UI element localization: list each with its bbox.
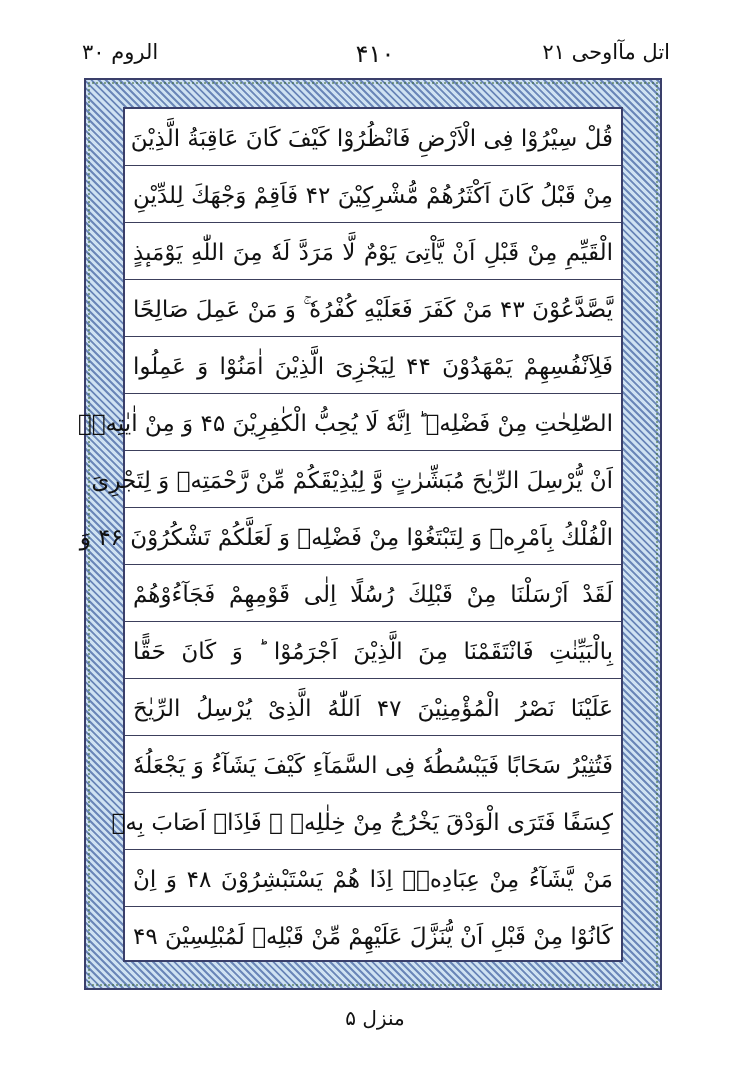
text-line: یَّصَّدَّعُوْنَ ۴۳ مَنْ كَفَرَ فَعَلَیْهِ كُفْرُهٗ ۚ وَ مَنْ عَمِلَ صَالِحًا: [125, 280, 621, 337]
text-line: الصّٰلِحٰتِ مِنْ فَضْلِهٖ ؕ اِنَّهٗ لَا یُحِبُّ الْكٰفِرِیْنَ ۴۵ وَ مِنْ اٰیٰتِهٖۤ: [125, 394, 621, 451]
page-number: ۴۱۰: [355, 40, 395, 68]
text-line: لَقَدْ اَرْسَلْنَا مِنْ قَبْلِكَ رُسُلًا اِلٰى قَوْمِهِمْ فَجَآءُوْهُمْ: [125, 565, 621, 622]
text-line: الْقَیِّمِ مِنْ قَبْلِ اَنْ یَّاْتِیَ یَوْمٌ لَّا مَرَدَّ لَهٗ مِنَ اللّٰهِ یَوْمَىٕذٍ: [125, 223, 621, 280]
text-line: بِالْبَیِّنٰتِ فَانْتَقَمْنَا مِنَ الَّذِیْنَ اَجْرَمُوْا ؕ وَ كَانَ حَقًّا: [125, 622, 621, 679]
text-panel: [77, 107, 623, 962]
surah-title: الروم ۳۰: [82, 40, 159, 64]
text-line: فَلِاَنْفُسِهِمْ یَمْهَدُوْنَ ۴۴ لِیَجْزِیَ الَّذِیْنَ اٰمَنُوْا وَ عَمِلُوا: [125, 337, 621, 394]
text-line: مِنْ قَبْلُ كَانَ اَكْثَرُهُمْ مُّشْرِكِیْنَ ۴۲ فَاَقِمْ وَجْهَكَ لِلدِّیْنِ: [125, 166, 621, 223]
text-line: كِسَفًا فَتَرَى الْوَدْقَ یَخْرُجُ مِنْ خِلٰلِهٖ ۚ فَاِذَاۤ اَصَابَ بِهٖ: [125, 793, 621, 850]
text-line: عَلَیْنَا نَصْرُ الْمُؤْمِنِیْنَ ۴۷ اَللّٰهُ الَّذِیْ یُرْسِلُ الرِّیٰحَ: [125, 679, 621, 736]
manzil-label: منزل ۵: [345, 1006, 405, 1030]
ornamental-border: [77, 78, 662, 990]
text-line: قُلْ سِیْرُوْا فِی الْاَرْضِ فَانْظُرُوْا كَیْفَ كَانَ عَاقِبَةُ الَّذِیْنَ: [125, 109, 621, 166]
text-line: فَتُثِیْرُ سَحَابًا فَیَبْسُطُهٗ فِی السَّمَآءِ كَیْفَ یَشَآءُ وَ یَجْعَلُهٗ: [125, 736, 621, 793]
para-title: اتل مآاوحی ۲۱: [542, 40, 670, 64]
text-line: كَانُوْا مِنْ قَبْلِ اَنْ یُّنَزَّلَ عَلَیْهِمْ مِّنْ قَبْلِهٖ لَمُبْلِسِیْنَ ۴۹: [133, 924, 613, 950]
text-line: اَنْ یُّرْسِلَ الرِّیٰحَ مُبَشِّرٰتٍ وَّ لِیُذِیْقَكُمْ مِّنْ رَّحْمَتِهٖ وَ لِتَجْرِیَ: [125, 451, 621, 508]
text-line: مَنْ یَّشَآءُ مِنْ عِبَادِهٖۤ اِذَا هُمْ یَسْتَبْشِرُوْنَ ۴۸ وَ اِنْ: [125, 850, 621, 907]
text-line: الْفُلْكُ بِاَمْرِهٖ وَ لِتَبْتَغُوْا مِنْ فَضْلِهٖ وَ لَعَلَّكُمْ تَشْكُرُوْنَ ۴۶ وَ: [125, 508, 621, 565]
